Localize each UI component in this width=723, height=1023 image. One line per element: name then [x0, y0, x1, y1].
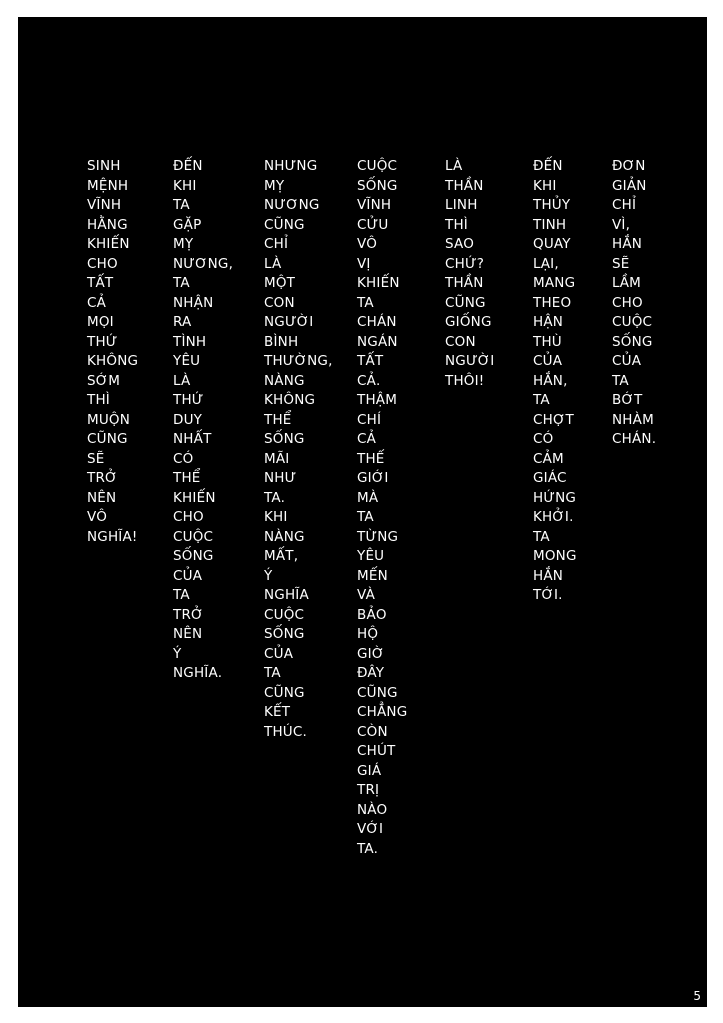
column-word: NGHĨA!: [87, 528, 138, 545]
column-word: TA: [357, 509, 374, 525]
column-word: TẤT: [357, 353, 384, 369]
column-word: HẰNG: [87, 216, 128, 233]
text-column-5: [445, 157, 494, 391]
column-word: TỪNG: [357, 528, 399, 545]
column-word: MẤT,: [264, 548, 299, 564]
column-word: MANG: [533, 275, 576, 291]
column-word: NHƯ: [264, 470, 297, 486]
column-word: THỂ: [173, 470, 201, 486]
column-word: TÌNH: [173, 333, 207, 350]
column-word: THỦY: [533, 197, 571, 213]
column-word: NHÀM: [612, 411, 654, 428]
column-word: CHÁN.: [612, 431, 657, 447]
column-word: VĨNH: [87, 197, 122, 213]
column-word: CUỘC: [264, 606, 305, 623]
column-word: CHỢT: [533, 411, 574, 428]
column-word: KHIẾN: [173, 489, 216, 506]
column-word: THEO: [533, 294, 572, 311]
column-word: SỐNG: [612, 333, 653, 350]
column-word: Ý: [264, 567, 273, 584]
column-word: THẦN: [445, 275, 484, 291]
column-word: NÀNG: [264, 372, 305, 389]
column-word: NGHĨA.: [173, 665, 223, 681]
text-column-2: [173, 157, 233, 684]
column-word: MỆNH: [87, 177, 129, 194]
column-word: HẬN: [533, 314, 564, 330]
column-word: VÀ: [357, 587, 376, 603]
column-word: TA: [173, 275, 190, 291]
text-column-6: [533, 157, 577, 606]
column-word: CON: [445, 333, 476, 350]
column-word: NHẬN: [173, 294, 214, 311]
column-word: CHÍ: [357, 411, 382, 428]
column-word: NÊN: [173, 626, 203, 642]
comic-panel: [18, 17, 707, 1007]
column-word: THỂ: [264, 411, 292, 428]
column-word: ĐƠN: [612, 158, 646, 174]
column-word: KHIẾN: [357, 275, 400, 291]
column-word: DUY: [173, 411, 203, 428]
column-word: TRỞ: [87, 470, 118, 486]
column-word: NGHĨA: [264, 587, 309, 603]
column-word: THỨ: [173, 392, 204, 408]
column-word: LÀ: [264, 255, 282, 272]
page-number: 5: [693, 989, 701, 1003]
column-word: THẦN: [445, 177, 484, 194]
column-word: MÀ: [357, 489, 379, 506]
column-word: CỦA: [264, 645, 294, 662]
column-word: CON: [264, 294, 295, 311]
column-word: CHỈ: [612, 197, 637, 213]
column-word: BÌNH: [264, 333, 299, 350]
column-word: HỨNG: [533, 489, 577, 506]
column-word: NHẤT: [173, 431, 212, 447]
column-word: BỚT: [612, 392, 643, 408]
column-word: NÊN: [87, 489, 117, 506]
column-word: LINH: [445, 197, 478, 213]
column-word: TA: [612, 372, 629, 389]
column-word: CỦA: [173, 567, 203, 584]
column-word: GIỐNG: [445, 314, 492, 330]
column-word: TA: [173, 197, 190, 213]
column-word: QUAY: [533, 236, 571, 252]
column-word: CHO: [87, 255, 118, 272]
column-word: CHỈ: [264, 236, 289, 252]
column-word: SỐNG: [173, 548, 214, 564]
text-column-4: [357, 157, 407, 859]
column-word: CHÚT: [357, 743, 396, 759]
column-word: NÀO: [357, 801, 388, 818]
column-word: TẤT: [87, 275, 114, 291]
column-word: CUỘC: [612, 314, 653, 330]
column-word: VỊ: [357, 255, 371, 272]
column-word: LÀ: [445, 158, 463, 174]
column-word: BẢO: [357, 606, 387, 623]
column-word: KHI: [533, 177, 557, 194]
column-word: MỌI: [87, 314, 114, 330]
column-word: KHI: [173, 177, 197, 194]
column-word: SỐNG: [264, 626, 305, 642]
column-word: CUỘC: [357, 158, 398, 174]
column-word: VÔ: [357, 236, 378, 252]
column-word: ĐẾN: [533, 158, 563, 174]
column-word: THÙ: [533, 333, 562, 350]
column-word: CHO: [612, 294, 643, 311]
column-word: MỘT: [264, 275, 296, 291]
column-word: VÌ,: [612, 216, 631, 233]
column-word: VĨNH: [357, 197, 392, 213]
column-word: KHÔNG: [264, 392, 316, 408]
column-word: MẾN: [357, 567, 388, 584]
column-word: CẢ: [357, 431, 377, 447]
column-word: THÌ: [87, 392, 110, 408]
column-word: TRỞ: [173, 606, 204, 623]
column-word: CHỨ?: [445, 255, 485, 272]
column-word: CŨNG: [264, 684, 305, 701]
column-word: NƯƠNG: [264, 197, 320, 213]
column-word: SỚM: [87, 372, 121, 389]
column-word: LÀ: [173, 372, 191, 389]
column-word: CŨNG: [87, 431, 128, 447]
column-word: KHI: [264, 509, 288, 525]
column-word: MUỘN: [87, 411, 131, 428]
column-word: GIỚI: [357, 470, 389, 486]
column-word: HỘ: [357, 626, 379, 642]
column-word: MONG: [533, 548, 577, 564]
column-word: TA.: [357, 840, 379, 857]
column-word: CẢ: [87, 294, 107, 311]
column-word: HẮN: [533, 567, 564, 584]
column-word: TA: [357, 294, 374, 311]
column-word: THẾ: [357, 450, 385, 467]
column-word: KHIẾN: [87, 236, 130, 252]
column-word: THẬM: [357, 392, 398, 408]
text-column-1: [87, 157, 138, 547]
column-word: VÔ: [87, 509, 108, 525]
column-word: THỨ: [87, 333, 118, 350]
column-word: NGƯỜI: [445, 353, 495, 369]
column-word: TA.: [264, 489, 286, 506]
column-word: GIÁC: [533, 470, 567, 486]
column-word: HẮN: [612, 236, 643, 252]
column-word: CUỘC: [173, 528, 214, 545]
text-column-7: [612, 157, 656, 450]
column-word: ĐẾN: [173, 158, 203, 174]
column-word: SẼ: [612, 255, 630, 272]
column-word: THƯỜNG,: [264, 353, 333, 369]
column-word: CHO: [173, 509, 204, 525]
column-word: YÊU: [173, 353, 201, 369]
column-word: THÌ: [445, 216, 468, 233]
column-word: TA: [533, 528, 550, 545]
column-word: VỚI: [357, 821, 384, 837]
column-word: TINH: [533, 216, 567, 233]
column-word: Ý: [173, 645, 182, 662]
column-word: KHỞI.: [533, 509, 574, 525]
column-word: NGÁN: [357, 333, 398, 350]
column-word: LẦM: [612, 275, 642, 291]
column-word: SỐNG: [357, 177, 398, 194]
column-word: LẠI,: [533, 255, 559, 272]
column-word: TA: [533, 392, 550, 408]
column-word: THÔI!: [445, 372, 485, 389]
column-word: CHẲNG: [357, 704, 408, 720]
column-word: TA: [264, 665, 281, 681]
column-word: CẢM: [533, 450, 564, 467]
column-word: CỦA: [612, 353, 642, 369]
column-word: NÀNG: [264, 528, 305, 545]
column-word: SỐNG: [264, 431, 305, 447]
column-word: CỦA: [533, 353, 563, 369]
column-word: CŨNG: [357, 684, 398, 701]
column-word: ĐÂY: [357, 665, 385, 681]
column-word: GIÁ: [357, 762, 382, 779]
column-word: CÓ: [533, 431, 554, 447]
column-word: SAO: [445, 236, 475, 252]
column-word: NHƯNG: [264, 158, 318, 174]
column-word: YÊU: [357, 548, 385, 564]
column-word: MỴ: [173, 236, 194, 252]
column-word: CÒN: [357, 723, 388, 740]
column-word: TA: [173, 587, 190, 603]
column-word: NGƯỜI: [264, 314, 314, 330]
column-word: MÃI: [264, 450, 290, 467]
column-word: KHÔNG: [87, 353, 139, 369]
column-word: GIỜ: [357, 645, 385, 662]
column-word: MỴ: [264, 177, 285, 194]
column-word: SINH: [87, 158, 121, 174]
column-word: CÓ: [173, 450, 194, 467]
text-column-3: [264, 157, 333, 742]
column-word: NƯƠNG,: [173, 255, 234, 272]
column-word: CỬU: [357, 216, 389, 233]
column-word: GIẢN: [612, 177, 647, 194]
column-word: TRỊ: [357, 782, 380, 798]
column-word: RA: [173, 314, 192, 330]
column-word: TỚI.: [533, 587, 563, 603]
column-word: THÚC.: [264, 723, 307, 740]
column-word: CẢ.: [357, 372, 381, 389]
column-word: SẼ: [87, 450, 105, 467]
column-word: KẾT: [264, 704, 291, 720]
column-word: CHÁN: [357, 314, 397, 330]
column-word: GẶP: [173, 216, 202, 233]
column-word: HẮN,: [533, 372, 568, 389]
column-word: CŨNG: [445, 294, 486, 311]
column-word: CŨNG: [264, 216, 305, 233]
